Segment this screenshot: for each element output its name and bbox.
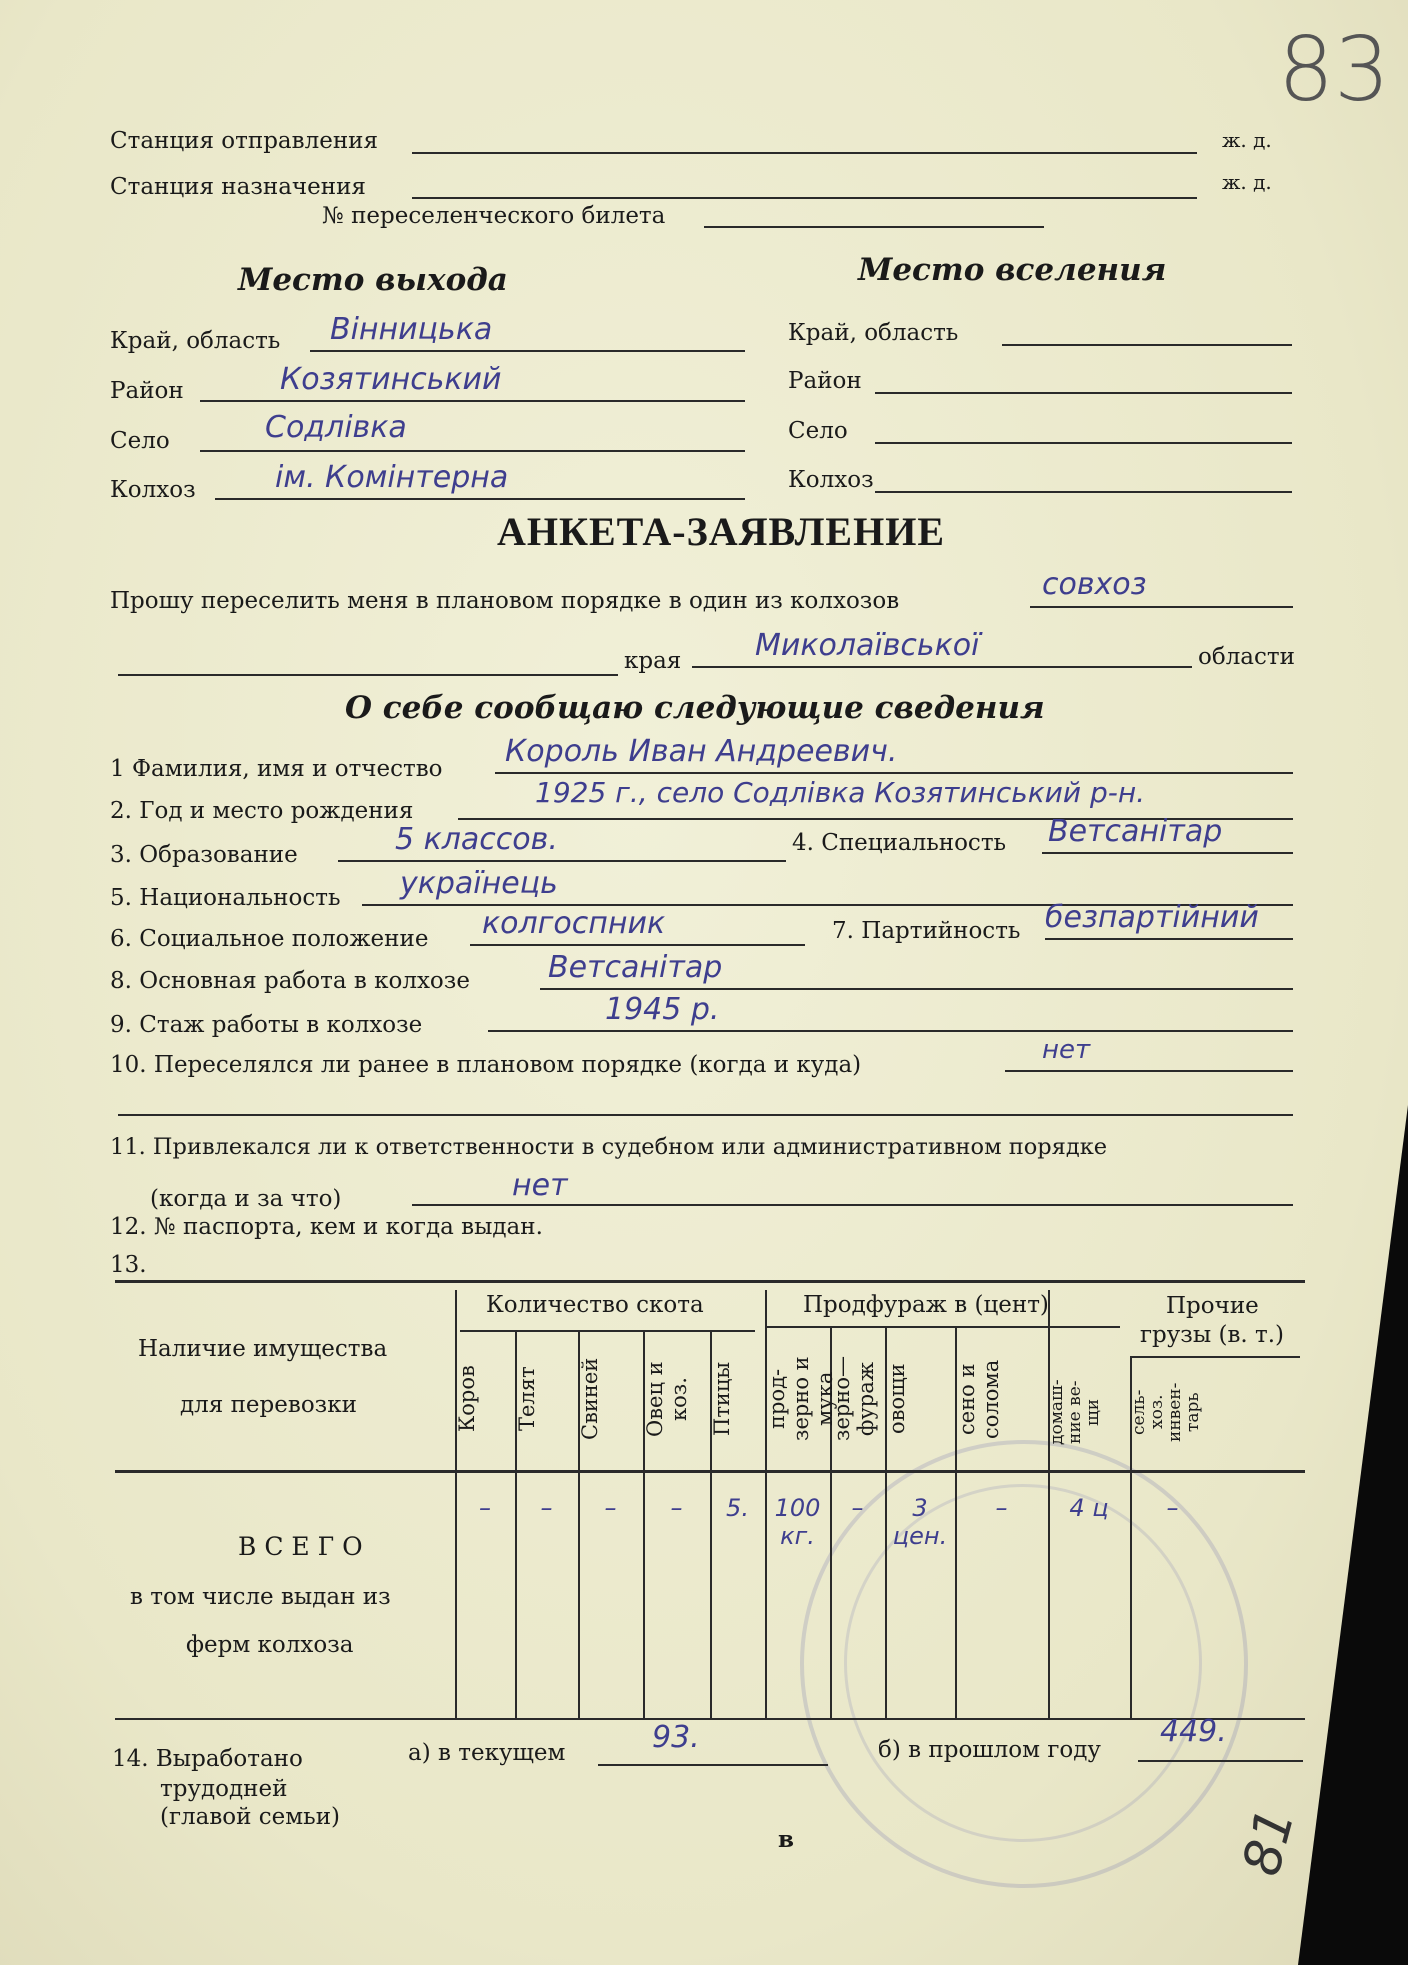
field-3-value: 5 классов. [395, 822, 558, 857]
total-label-3: ферм колхоза [186, 1632, 354, 1658]
column-value: – [1166, 1494, 1179, 1522]
column-header: домаш- ние ве- щи [1047, 1379, 1103, 1445]
field-12-label: 12. № паспорта, кем и когда выдан. [110, 1214, 543, 1240]
station-to-label: Станция назначения [110, 174, 366, 200]
origin-village-value: Содлівка [265, 410, 407, 445]
field-11-label-b: (когда и за что) [150, 1186, 342, 1212]
oblast-value: Миколаївської [755, 628, 980, 663]
workdays-label-3: (главой семьи) [160, 1804, 340, 1830]
dest-village-label: Село [788, 418, 848, 444]
dest-village-line [875, 442, 1292, 444]
dest-kolkhoz-label: Колхоз [788, 467, 874, 493]
oblast-line [692, 666, 1192, 668]
workdays-label-2: трудодней [160, 1776, 288, 1802]
field-9-line [488, 1030, 1293, 1032]
field-11-value: нет [512, 1168, 568, 1203]
dest-district-label: Район [788, 368, 862, 394]
workdays-current-value: 93. [652, 1720, 700, 1755]
workdays-past-label: б) в прошлом году [878, 1737, 1101, 1763]
column-value: – [995, 1494, 1008, 1522]
column-header: овощи [885, 1363, 909, 1435]
station-from-label: Станция отправления [110, 128, 378, 154]
field-6-label: 6. Социальное положение [110, 926, 429, 952]
field-13-label: 13. [110, 1252, 147, 1278]
group-other-2: грузы (в. т.) [1140, 1322, 1285, 1348]
column-value: – [670, 1494, 683, 1522]
origin-district-label: Район [110, 378, 184, 404]
kray-label: края [624, 648, 682, 674]
field-8-value: Ветсанітар [548, 950, 723, 985]
group-other-1: Прочие [1166, 1293, 1259, 1319]
workdays-current-label: а) в текущем [408, 1740, 566, 1766]
column-value: 5. [726, 1494, 749, 1522]
column-value: 100 кг. [774, 1494, 821, 1550]
destination-heading: Место вселения [858, 252, 1167, 288]
field-1-label: 1 Фамилия, имя и отчество [110, 756, 443, 782]
workdays-past-line [1138, 1760, 1303, 1762]
workdays-label-1: 14. Выработано [112, 1746, 303, 1772]
dest-region-label: Край, область [788, 320, 959, 346]
field-11-line [412, 1204, 1293, 1206]
ticket-label: № переселенческого билета [322, 203, 666, 229]
column-header: Телят [515, 1366, 539, 1432]
railway-suffix-1: ж. д. [1222, 128, 1272, 152]
origin-village-label: Село [110, 428, 170, 454]
field-4-label: 4. Специальность [792, 830, 1007, 856]
column-header: прод- зерно и мука [765, 1356, 837, 1442]
origin-kolkhoz-line [215, 498, 745, 500]
footer-letter: в [778, 1826, 794, 1853]
group-livestock: Количество скота [486, 1292, 704, 1318]
kray-line [118, 674, 618, 676]
column-value: 4 ц [1069, 1494, 1109, 1522]
total-label-1: В С Е Г О [238, 1532, 363, 1561]
property-label-1: Наличие имущества [138, 1336, 388, 1362]
column-value: – [540, 1494, 553, 1522]
origin-region-value: Вінницька [330, 312, 493, 347]
origin-heading: Место выхода [238, 262, 508, 298]
column-value: – [851, 1494, 864, 1522]
field-4-value: Ветсанітар [1048, 814, 1223, 849]
origin-village-line [200, 450, 745, 452]
field-4-line [1042, 852, 1293, 854]
field-1-line [495, 772, 1293, 774]
field-2-label: 2. Год и место рождения [110, 798, 414, 824]
origin-kolkhoz-label: Колхоз [110, 477, 196, 503]
origin-district-value: Козятинський [280, 362, 502, 397]
origin-region-line [310, 350, 745, 352]
page-number: 83 [1278, 18, 1390, 121]
field-10-line [1005, 1070, 1293, 1072]
column-header: сено и солома [955, 1359, 1003, 1439]
field-7-line [1045, 938, 1293, 940]
column-header: зерно— фураж [830, 1356, 878, 1442]
column-header: Коров [455, 1365, 479, 1433]
station-to-line [412, 197, 1197, 199]
request-line [1030, 606, 1293, 608]
ticket-line [704, 226, 1044, 228]
scan-shadow [1298, 1105, 1408, 1965]
column-header: сель- хоз. инвен- тарь [1129, 1382, 1203, 1442]
column-value: – [479, 1494, 491, 1522]
field-1-value: Король Иван Андреевич. [505, 734, 898, 769]
field-10-label: 10. Переселялся ли ранее в плановом порядке (когда и куда) [110, 1052, 862, 1078]
column-value: 3 цен. [892, 1494, 948, 1550]
workdays-past-value: 449. [1160, 1714, 1227, 1749]
field-5-label: 5. Национальность [110, 885, 341, 911]
request-value: совхоз [1042, 567, 1147, 602]
group-fodder: Продфураж в (цент) [803, 1292, 1049, 1318]
origin-kolkhoz-value: ім. Комінтерна [275, 460, 509, 495]
field-7-value: безпартійний [1045, 900, 1259, 935]
margin-note: 81 [1231, 1802, 1307, 1882]
workdays-current-line [598, 1764, 828, 1766]
field-3-line [338, 860, 786, 862]
column-header: Птицы [710, 1361, 734, 1437]
field-7-label: 7. Партийность [832, 918, 1021, 944]
info-heading: О себе сообщаю следующие сведения [345, 690, 1045, 726]
column-value: – [604, 1494, 617, 1522]
dest-kolkhoz-line [875, 491, 1292, 493]
field-9-label: 9. Стаж работы в колхозе [110, 1012, 423, 1038]
column-header: Свиней [578, 1357, 602, 1441]
field-6-value: колгоспник [482, 906, 666, 941]
field-11-label: 11. Привлекался ли к ответственности в судебном или административном порядке [110, 1134, 1108, 1160]
railway-suffix-2: ж. д. [1222, 170, 1272, 194]
field-8-line [540, 988, 1293, 990]
field-3-label: 3. Образование [110, 842, 298, 868]
property-label-2: для перевозки [180, 1392, 357, 1418]
field-8-label: 8. Основная работа в колхозе [110, 968, 470, 994]
field-10-value: нет [1042, 1035, 1091, 1065]
oblast-label: области [1198, 644, 1295, 670]
station-from-line [412, 152, 1197, 154]
form-title: АНКЕТА-ЗАЯВЛЕНИЕ [497, 509, 946, 554]
field-2-value: 1925 г., село Содлівка Козятинський р-н. [535, 776, 1146, 809]
origin-district-line [200, 400, 745, 402]
field-9-value: 1945 р. [605, 992, 720, 1027]
dest-region-line [1002, 344, 1292, 346]
field-6-line [470, 944, 805, 946]
dest-district-line [875, 392, 1292, 394]
field-10-extra-line [118, 1114, 1293, 1116]
total-label-2: в том числе выдан из [130, 1584, 391, 1610]
request-text: Прошу переселить меня в плановом порядке в один из колхозов [110, 588, 900, 614]
origin-region-label: Край, область [110, 328, 281, 354]
column-header: Овец и коз. [643, 1361, 691, 1437]
field-5-value: українець [400, 866, 558, 901]
